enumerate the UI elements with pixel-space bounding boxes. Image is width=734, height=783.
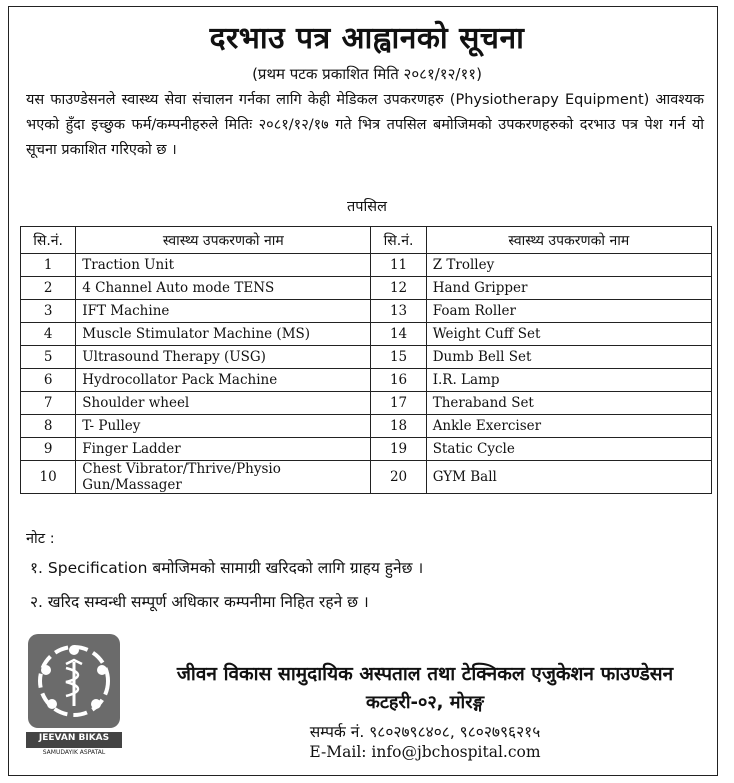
row-sn: 16 xyxy=(371,369,426,392)
row-equipment-name: Dumb Bell Set xyxy=(426,346,711,369)
note-item: २. खरिद सम्वन्धी सम्पूर्ण अधिकार कम्पनीमा निहित रहने छ । xyxy=(30,593,369,611)
row-equipment-name: GYM Ball xyxy=(426,461,711,494)
notice-title: दरभाउ पत्र आह्वानको सूचना xyxy=(209,21,525,56)
col-name-header: स्वास्थ्य उपकरणको नाम xyxy=(76,227,371,254)
row-sn: 4 xyxy=(21,323,76,346)
row-sn: 18 xyxy=(371,415,426,438)
row-equipment-name: 4 Channel Auto mode TENS xyxy=(76,277,371,300)
col-sn-header: सि.नं. xyxy=(371,227,426,254)
row-equipment-name: Chest Vibrator/Thrive/Physio Gun/Massager xyxy=(76,461,371,494)
row-sn: 5 xyxy=(21,346,76,369)
contact-numbers: सम्पर्क नं. ९८०२७९८४०८, ९८०२७९६२१५ xyxy=(309,723,541,741)
row-sn: 8 xyxy=(21,415,76,438)
row-sn: 17 xyxy=(371,392,426,415)
row-equipment-name: Traction Unit xyxy=(76,254,371,277)
hospital-logo xyxy=(26,632,122,758)
org-address: कटहरी-०२, मोरङ्ग xyxy=(366,692,484,713)
table-row xyxy=(21,323,712,346)
row-sn: 6 xyxy=(21,369,76,392)
col-sn-header: सि.नं. xyxy=(21,227,76,254)
note-item: १. Specification बमोजिमको सामाग्री खरिदको लागि ग्राहय हुनेछ । xyxy=(30,559,424,577)
row-sn: 3 xyxy=(21,300,76,323)
row-equipment-name: T- Pulley xyxy=(76,415,371,438)
row-sn: 11 xyxy=(371,254,426,277)
publish-date: (प्रथम पटक प्रकाशित मिति २०८१/१२/११) xyxy=(252,65,482,83)
table-row xyxy=(21,392,712,415)
table-row xyxy=(21,438,712,461)
row-sn: 20 xyxy=(371,461,426,494)
row-sn: 12 xyxy=(371,277,426,300)
org-name: जीवन विकास सामुदायिक अस्पताल तथा टेक्निकल एजुकेशन फाउण्डेसन xyxy=(176,663,674,685)
row-equipment-name: Shoulder wheel xyxy=(76,392,371,415)
row-sn: 2 xyxy=(21,277,76,300)
row-sn: 14 xyxy=(371,323,426,346)
intro-paragraph: यस फाउण्डेसनले स्वास्थ्य सेवा संचालन गर्नका लागि केही मेडिकल उपकरणहरु (Physiotherapy Equipment) आवश्यक भएको हुँदा इच्छुक फर्म/कम्पनीहरुले मितिः २०८१/१२/१७ गते भित्र तपसिल बमोजिमको उपकरणहरुको दरभाउ पत्र पेश गर्न यो सूचना प्रकाशित गरिएको छ । xyxy=(26,92,704,158)
row-sn: 15 xyxy=(371,346,426,369)
row-equipment-name: Foam Roller xyxy=(426,300,711,323)
logo-text-secondary: SAMUDAYIK ASPATAL xyxy=(42,749,106,756)
table-row xyxy=(21,415,712,438)
row-equipment-name: Hand Gripper xyxy=(426,277,711,300)
note-label: नोट : xyxy=(26,531,55,547)
equipment-table xyxy=(20,226,712,494)
logo-text-primary: JEEVAN BIKAS xyxy=(38,733,110,743)
table-row xyxy=(21,254,712,277)
col-name-header: स्वास्थ्य उपकरणको नाम xyxy=(426,227,711,254)
table-header-row xyxy=(21,227,712,254)
row-equipment-name: Weight Cuff Set xyxy=(426,323,711,346)
contact-email: E-Mail: info@jbchospital.com xyxy=(309,743,541,761)
row-equipment-name: Theraband Set xyxy=(426,392,711,415)
row-equipment-name: Ultrasound Therapy (USG) xyxy=(76,346,371,369)
table-row xyxy=(21,277,712,300)
row-equipment-name: Hydrocollator Pack Machine xyxy=(76,369,371,392)
row-equipment-name: Finger Ladder xyxy=(76,438,371,461)
row-sn: 10 xyxy=(21,461,76,494)
row-equipment-name: IFT Machine xyxy=(76,300,371,323)
row-sn: 7 xyxy=(21,392,76,415)
row-equipment-name: I.R. Lamp xyxy=(426,369,711,392)
table-row xyxy=(21,369,712,392)
row-equipment-name: Z Trolley xyxy=(426,254,711,277)
table-row xyxy=(21,461,712,494)
table-row xyxy=(21,300,712,323)
row-sn: 13 xyxy=(371,300,426,323)
table-caption: तपसिल xyxy=(347,199,387,215)
row-sn: 9 xyxy=(21,438,76,461)
row-equipment-name: Static Cycle xyxy=(426,438,711,461)
table-row xyxy=(21,346,712,369)
row-equipment-name: Ankle Exerciser xyxy=(426,415,711,438)
row-sn: 1 xyxy=(21,254,76,277)
row-equipment-name: Muscle Stimulator Machine (MS) xyxy=(76,323,371,346)
row-sn: 19 xyxy=(371,438,426,461)
